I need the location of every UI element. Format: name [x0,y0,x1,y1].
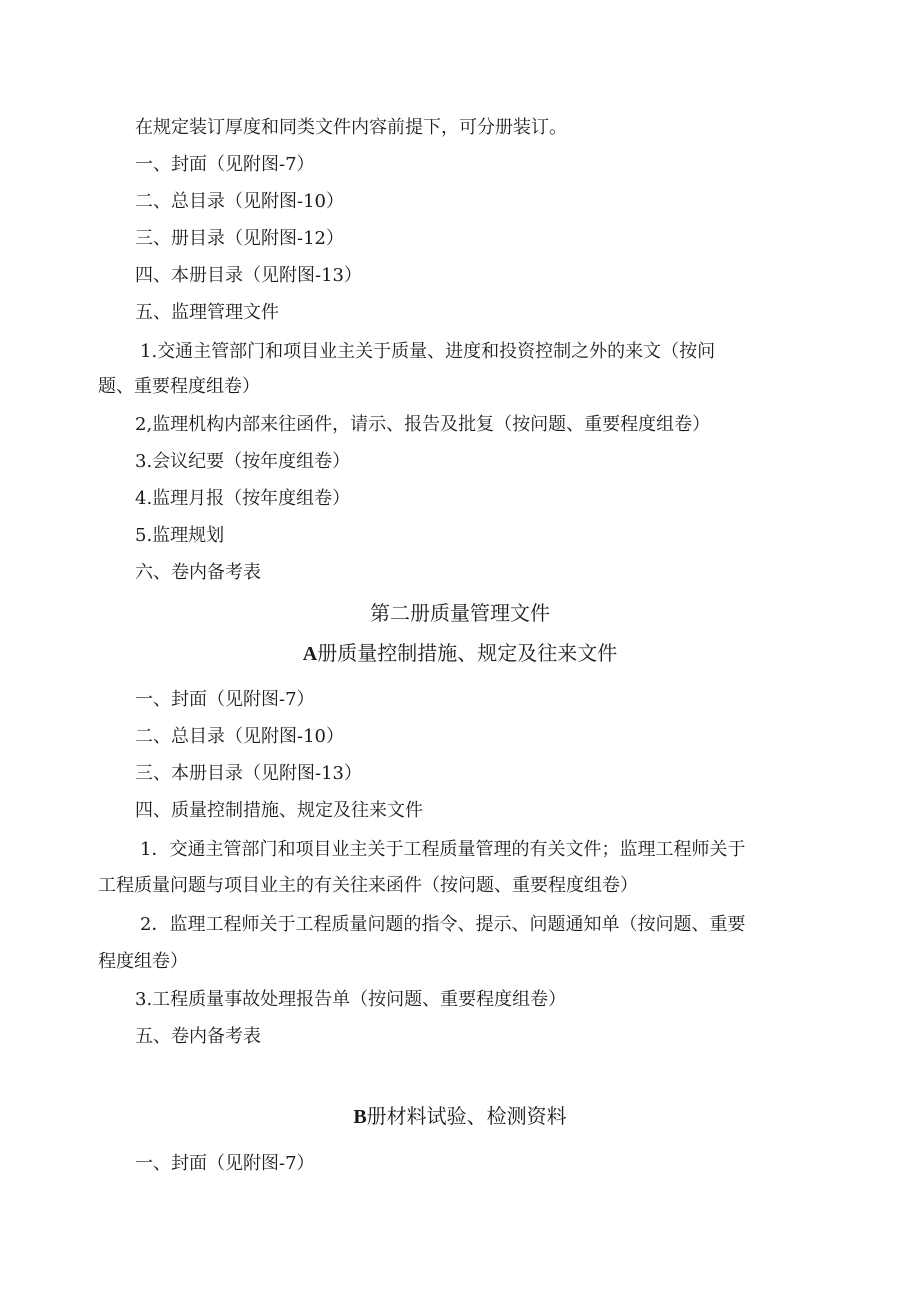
vola-subitem-2-line1: 2．监理工程师关于工程质量问题的指令、提示、问题通知单（按问题、重要 [140,914,746,935]
vola-remarks-item: 五、卷内备考表 [135,1026,261,1047]
vola-this-volume-toc-item: 三、本册目录（见附图-13） [135,763,362,784]
volume-a-title: 册质量控制措施、规定及往来文件 [317,641,618,665]
volume-b-title: 册材料试验、检测资料 [366,1104,567,1128]
vol1-subitem-3: 3.会议纪要（按年度组卷） [135,451,351,472]
vola-cover-item: 一、封面（见附图-7） [135,689,315,710]
vola-subitem-1-line1: 1．交通主管部门和项目业主关于工程质量管理的有关文件；监理工程师关于 [140,839,746,860]
vol1-subitem-1-line1: 1.交通主管部门和项目业主关于质量、进度和投资控制之外的来文（按问 [140,341,716,362]
volume-2-heading: 第二册质量管理文件 [370,601,550,625]
vol1-subitem-1-line2: 题、重要程度组卷） [98,376,260,397]
vola-quality-files-item: 四、质量控制措施、规定及往来文件 [135,800,423,821]
vol1-general-toc-item: 二、总目录（见附图-10） [135,191,344,212]
vol1-subitem-5: 5.监理规划 [135,525,225,546]
intro-paragraph: 在规定装订厚度和同类文件内容前提下，可分册装订。 [135,117,567,138]
volume-a-letter: A [302,643,318,665]
vola-subitem-2-line2: 程度组卷） [98,951,188,972]
vol1-cover-item: 一、封面（见附图-7） [135,154,315,175]
vol1-management-files-item: 五、监理管理文件 [135,302,279,323]
vola-subitem-1-line2: 工程质量问题与项目业主的有关往来函件（按问题、重要程度组卷） [98,875,638,896]
vola-general-toc-item: 二、总目录（见附图-10） [135,726,344,747]
volume-a-heading [0,640,920,667]
vol1-this-volume-toc-item: 四、本册目录（见附图-13） [135,265,362,286]
vol1-subitem-4: 4.监理月报（按年度组卷） [135,488,351,509]
vol1-remarks-item: 六、卷内备考表 [135,562,261,583]
volume-b-letter: B [353,1106,367,1128]
vol1-volume-toc-item: 三、册目录（见附图-12） [135,228,344,249]
vol1-subitem-2: 2,监理机构内部来往函件，请示、报告及批复（按问题、重要程度组卷） [135,414,711,435]
volume-b-heading [0,1103,920,1130]
volb-cover-item: 一、封面（见附图-7） [135,1153,315,1174]
vola-subitem-3: 3.工程质量事故处理报告单（按问题、重要程度组卷） [135,989,567,1010]
